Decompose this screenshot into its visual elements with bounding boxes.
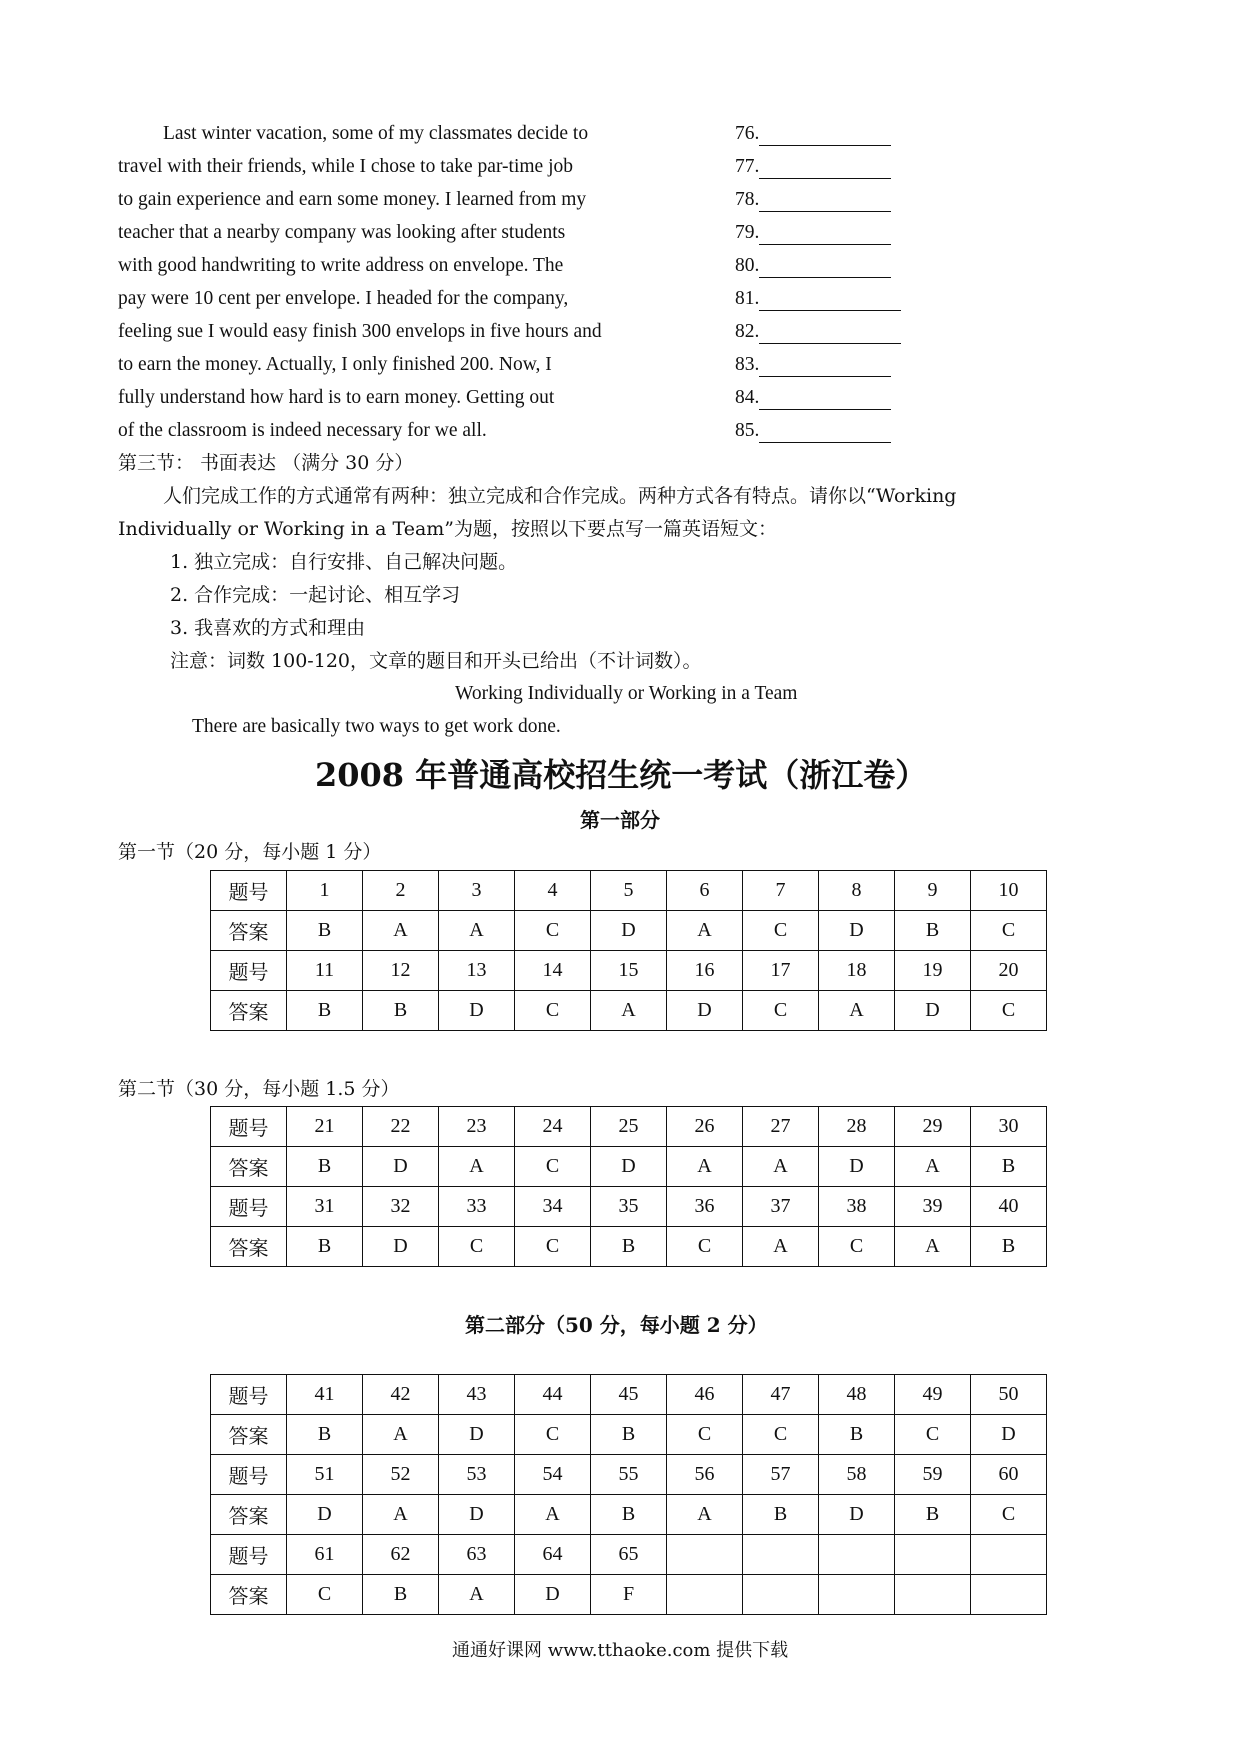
empty-cell [667,1575,743,1615]
question-number: 11 [287,951,363,991]
table-row [211,1495,1047,1535]
blank-number: 85. [735,420,760,441]
answer-letter: C [515,1415,591,1455]
row-label-answer: 答案 [211,1575,287,1615]
blank-number: 83. [735,354,760,375]
blank-number: 79. [735,222,760,243]
passage-line: travel with their friends, while I chose to take par-time job [118,156,574,177]
table-row [211,1187,1047,1227]
answer-letter: D [439,1495,515,1535]
answer-letter: B [287,991,363,1031]
answer-letter: C [971,1495,1047,1535]
question-number: 65 [591,1535,667,1575]
answer-letter: B [591,1227,667,1267]
question-number: 35 [591,1187,667,1227]
answer-letter: C [439,1227,515,1267]
footer-source: 通通好课网 www.tthaoke.com 提供下载 [452,1640,789,1661]
writing-section-title: 第三节： 书面表达 （满分 30 分） [118,452,414,474]
answer-letter: D [895,991,971,1031]
question-number: 9 [895,871,971,911]
empty-cell [667,1535,743,1575]
answer-letter: B [971,1147,1047,1187]
answer-letter: D [287,1495,363,1535]
table-row [211,1147,1047,1187]
passage-line: to earn the money. Actually, I only finished 200. Now, I [118,354,552,375]
question-number: 38 [819,1187,895,1227]
row-label-question: 题号 [211,1187,287,1227]
question-number: 40 [971,1187,1047,1227]
answer-letter: B [591,1415,667,1455]
question-number: 21 [287,1107,363,1147]
row-label-answer: 答案 [211,1495,287,1535]
question-number: 53 [439,1455,515,1495]
blank-number: 77. [735,156,760,177]
answer-letter: A [819,991,895,1031]
answer-blank[interactable] [735,419,891,443]
row-label-question: 题号 [211,1107,287,1147]
answer-letter: A [515,1495,591,1535]
answer-letter: C [971,991,1047,1031]
answer-letter: B [287,1147,363,1187]
question-number: 63 [439,1535,515,1575]
question-number: 3 [439,871,515,911]
question-number: 10 [971,871,1047,911]
question-number: 34 [515,1187,591,1227]
row-label-answer: 答案 [211,1147,287,1187]
row-label-answer: 答案 [211,1227,287,1267]
answer-letter: C [515,911,591,951]
question-number: 14 [515,951,591,991]
question-number: 57 [743,1455,819,1495]
passage-line: Last winter vacation, some of my classmates decide to [163,123,589,144]
answer-letter: B [819,1415,895,1455]
question-number: 2 [363,871,439,911]
answer-letter: A [439,1575,515,1615]
answer-blank[interactable] [735,122,891,146]
table-row [211,951,1047,991]
answer-table-1 [210,870,1047,1031]
answer-letter: B [363,1575,439,1615]
question-number: 43 [439,1375,515,1415]
answer-letter: A [363,1495,439,1535]
question-number: 18 [819,951,895,991]
answer-blank[interactable] [735,287,901,311]
answer-letter: B [971,1227,1047,1267]
question-number: 6 [667,871,743,911]
question-number: 13 [439,951,515,991]
answer-blank[interactable] [735,254,891,278]
question-number: 24 [515,1107,591,1147]
essay-title: Working Individually or Working in a Team [455,683,798,704]
question-number: 30 [971,1107,1047,1147]
question-number: 51 [287,1455,363,1495]
question-number: 50 [971,1375,1047,1415]
table-row [211,1227,1047,1267]
question-number: 28 [819,1107,895,1147]
answer-letter: D [363,1227,439,1267]
question-number: 20 [971,951,1047,991]
question-number: 62 [363,1535,439,1575]
answer-letter: D [819,911,895,951]
answer-letter: D [819,1147,895,1187]
table-row [211,1375,1047,1415]
question-number: 37 [743,1187,819,1227]
answer-letter: B [363,991,439,1031]
question-number: 27 [743,1107,819,1147]
writing-prompt-line1: 人们完成工作的方式通常有两种：独立完成和合作完成。两种方式各有特点。请你以“Working [163,485,957,507]
answer-letter: A [591,991,667,1031]
answer-letter: C [743,911,819,951]
empty-cell [743,1575,819,1615]
question-number: 26 [667,1107,743,1147]
question-number: 58 [819,1455,895,1495]
question-number: 42 [363,1375,439,1415]
question-number: 45 [591,1375,667,1415]
answer-letter: B [287,1415,363,1455]
question-number: 54 [515,1455,591,1495]
part2-title: 第二部分（50 分，每小题 2 分） [465,1313,768,1337]
question-number: 31 [287,1187,363,1227]
empty-cell [819,1535,895,1575]
passage-line: teacher that a nearby company was looking after students [118,222,566,243]
passage-line: fully understand how hard is to earn money. Getting out [118,387,555,408]
answer-letter: A [667,911,743,951]
answer-letter: A [667,1495,743,1535]
row-label-question: 题号 [211,951,287,991]
answer-letter: C [515,1147,591,1187]
answer-letter: C [667,1227,743,1267]
answer-letter: B [743,1495,819,1535]
answer-letter: C [287,1575,363,1615]
row-label-question: 题号 [211,1375,287,1415]
answer-letter: C [743,991,819,1031]
table-row [211,871,1047,911]
empty-cell [819,1575,895,1615]
answer-letter: C [515,1227,591,1267]
answer-letter: C [819,1227,895,1267]
section2-label: 第二节（30 分，每小题 1.5 分） [118,1078,400,1100]
question-number: 64 [515,1535,591,1575]
answer-letter: A [743,1227,819,1267]
question-number: 47 [743,1375,819,1415]
answer-letter: D [667,991,743,1031]
question-number: 46 [667,1375,743,1415]
empty-cell [971,1575,1047,1615]
answer-letter: A [439,1147,515,1187]
blank-number: 82. [735,321,760,342]
answer-letter: A [895,1227,971,1267]
empty-cell [895,1575,971,1615]
question-number: 44 [515,1375,591,1415]
question-number: 39 [895,1187,971,1227]
answer-blank[interactable] [735,320,901,344]
question-number: 8 [819,871,895,911]
question-number: 16 [667,951,743,991]
answer-letter: B [591,1495,667,1535]
answer-letter: D [591,1147,667,1187]
answer-letter: B [895,911,971,951]
passage-line: of the classroom is indeed necessary for we all. [118,420,487,441]
answer-letter: A [363,911,439,951]
question-number: 61 [287,1535,363,1575]
blank-number: 81. [735,288,760,309]
question-number: 29 [895,1107,971,1147]
question-number: 12 [363,951,439,991]
question-number: 33 [439,1187,515,1227]
question-number: 49 [895,1375,971,1415]
answer-letter: D [819,1495,895,1535]
row-label-question: 题号 [211,1535,287,1575]
answer-table-2 [210,1106,1047,1267]
essay-opening: There are basically two ways to get work done. [192,716,561,737]
empty-cell [743,1535,819,1575]
answer-blank[interactable] [735,353,891,377]
row-label-answer: 答案 [211,991,287,1031]
row-label-question: 题号 [211,1455,287,1495]
answer-letter: A [667,1147,743,1187]
passage-line: feeling sue I would easy finish 300 envelops in five hours and [118,321,602,342]
answer-letter: D [439,1415,515,1455]
answer-blank[interactable] [735,221,891,245]
table-row [211,1535,1047,1575]
blank-number: 80. [735,255,760,276]
row-label-question: 题号 [211,871,287,911]
answer-blank[interactable] [735,155,891,179]
question-number: 22 [363,1107,439,1147]
answer-letter: C [895,1415,971,1455]
question-number: 32 [363,1187,439,1227]
question-number: 48 [819,1375,895,1415]
question-number: 55 [591,1455,667,1495]
writing-point: 3. 我喜欢的方式和理由 [170,617,366,639]
blank-number: 78. [735,189,760,210]
passage-line: to gain experience and earn some money. I learned from my [118,189,587,210]
question-number: 23 [439,1107,515,1147]
table-row [211,1455,1047,1495]
answer-letter: B [287,1227,363,1267]
question-number: 19 [895,951,971,991]
row-label-answer: 答案 [211,911,287,951]
table-row [211,991,1047,1031]
question-number: 4 [515,871,591,911]
answer-letter: D [591,911,667,951]
question-number: 17 [743,951,819,991]
answer-letter: C [667,1415,743,1455]
answer-letter: D [439,991,515,1031]
question-number: 1 [287,871,363,911]
question-number: 25 [591,1107,667,1147]
question-number: 5 [591,871,667,911]
answer-letter: B [895,1495,971,1535]
passage-line: pay were 10 cent per envelope. I headed for the company, [118,288,569,309]
answer-table-3 [210,1374,1047,1615]
answer-letter: A [363,1415,439,1455]
writing-note: 注意：词数 100-120，文章的题目和开头已给出（不计词数）。 [170,650,702,672]
answer-letter: A [895,1147,971,1187]
passage-line: with good handwriting to write address on envelope. The [118,255,564,276]
answer-letter: A [439,911,515,951]
question-number: 7 [743,871,819,911]
answer-letter: A [743,1147,819,1187]
writing-point: 2. 合作完成：一起讨论、相互学习 [170,584,461,606]
part1-title: 第一部分 [580,808,660,832]
answer-blank[interactable] [735,386,891,410]
blank-number: 84. [735,387,760,408]
empty-cell [971,1535,1047,1575]
answer-letter: D [363,1147,439,1187]
table-row [211,911,1047,951]
section1-label: 第一节（20 分，每小题 1 分） [118,841,382,863]
answer-letter: C [743,1415,819,1455]
question-number: 60 [971,1455,1047,1495]
table-row [211,1575,1047,1615]
answer-blank[interactable] [735,188,891,212]
question-number: 41 [287,1375,363,1415]
writing-prompt-line2: Individually or Working in a Team”为题，按照以下要点写一篇英语短文： [118,518,778,540]
answer-letter: C [971,911,1047,951]
table-row [211,1415,1047,1455]
blank-number: 76. [735,123,760,144]
table-row [211,1107,1047,1147]
question-number: 36 [667,1187,743,1227]
question-number: 15 [591,951,667,991]
answer-letter: D [515,1575,591,1615]
answer-key-title: 2008 年普通高校招生统一考试（浙江卷） [315,756,928,794]
answer-letter: F [591,1575,667,1615]
answer-letter: D [971,1415,1047,1455]
row-label-answer: 答案 [211,1415,287,1455]
question-number: 52 [363,1455,439,1495]
question-number: 59 [895,1455,971,1495]
answer-letter: C [515,991,591,1031]
answer-letter: B [287,911,363,951]
question-number: 56 [667,1455,743,1495]
empty-cell [895,1535,971,1575]
writing-point: 1. 独立完成：自行安排、自己解决问题。 [170,551,518,573]
